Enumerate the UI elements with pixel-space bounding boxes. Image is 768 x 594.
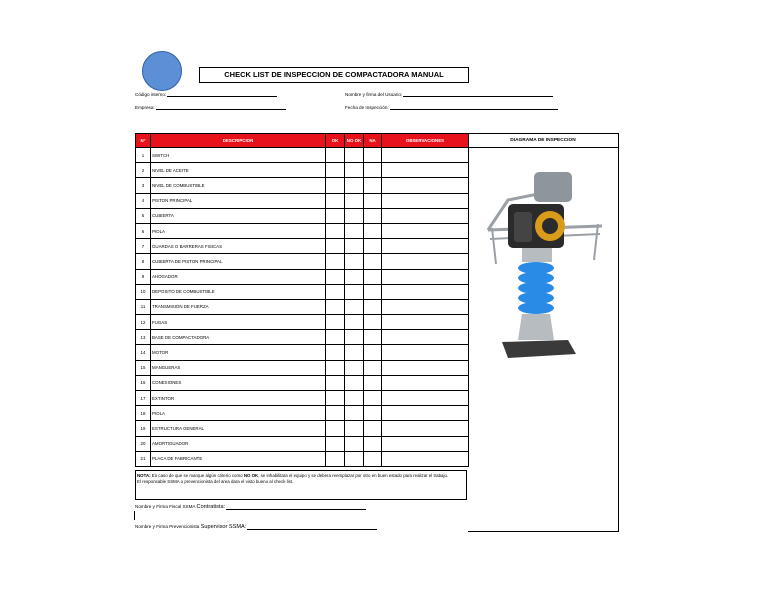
row-number: 11: [136, 299, 151, 314]
row-number: 16: [136, 375, 151, 390]
na-checkbox[interactable]: [364, 254, 382, 269]
table-row: [136, 315, 469, 330]
header-nook: NO OK: [345, 134, 364, 148]
observaciones-cell[interactable]: [382, 254, 469, 269]
observaciones-cell[interactable]: [382, 223, 469, 238]
nook-checkbox[interactable]: [345, 375, 364, 390]
row-number: 3: [136, 178, 151, 193]
table-row: [136, 299, 469, 314]
ok-checkbox[interactable]: [326, 193, 345, 208]
ok-checkbox[interactable]: [326, 148, 345, 163]
row-description: MANGUERAS: [151, 360, 326, 375]
nook-checkbox[interactable]: [345, 345, 364, 360]
na-checkbox[interactable]: [364, 421, 382, 436]
table-row: [136, 284, 469, 299]
ok-checkbox[interactable]: [326, 436, 345, 451]
na-checkbox[interactable]: [364, 391, 382, 406]
header-ok: OK: [326, 134, 345, 148]
nook-checkbox[interactable]: [345, 451, 364, 466]
na-checkbox[interactable]: [364, 284, 382, 299]
fecha-field[interactable]: [345, 104, 558, 110]
table-row: [136, 193, 469, 208]
ok-checkbox[interactable]: [326, 345, 345, 360]
page-title: CHECK LIST DE INSPECCION DE COMPACTADORA MANUAL: [199, 67, 469, 83]
nook-checkbox[interactable]: [345, 391, 364, 406]
na-checkbox[interactable]: [364, 406, 382, 421]
header-obs: OBSERVACIONES: [382, 134, 469, 148]
ok-checkbox[interactable]: [326, 315, 345, 330]
na-checkbox[interactable]: [364, 148, 382, 163]
table-row: [136, 375, 469, 390]
observaciones-cell[interactable]: [382, 299, 469, 314]
ok-checkbox[interactable]: [326, 360, 345, 375]
row-number: 1: [136, 148, 151, 163]
table-row: [136, 345, 469, 360]
ok-checkbox[interactable]: [326, 375, 345, 390]
observaciones-cell[interactable]: [382, 436, 469, 451]
observaciones-cell[interactable]: [382, 421, 469, 436]
na-checkbox[interactable]: [364, 345, 382, 360]
observaciones-cell[interactable]: [382, 178, 469, 193]
signature-supervisor[interactable]: [135, 524, 377, 530]
nook-checkbox[interactable]: [345, 299, 364, 314]
nook-checkbox[interactable]: [345, 284, 364, 299]
table-row: [136, 254, 469, 269]
ok-checkbox[interactable]: [326, 223, 345, 238]
observaciones-cell[interactable]: [382, 284, 469, 299]
nota-box: [135, 470, 467, 500]
row-number: 18: [136, 406, 151, 421]
ok-checkbox[interactable]: [326, 163, 345, 178]
diagram-bottom-line: [468, 531, 618, 532]
observaciones-cell[interactable]: [382, 148, 469, 163]
nota-label: NOTA:: [137, 473, 151, 478]
na-checkbox[interactable]: [364, 299, 382, 314]
observaciones-cell[interactable]: [382, 406, 469, 421]
nook-checkbox[interactable]: [345, 269, 364, 284]
signature-contratista[interactable]: [135, 504, 366, 510]
nook-checkbox[interactable]: [345, 239, 364, 254]
row-description: CUBIERTA: [151, 208, 326, 223]
observaciones-cell[interactable]: [382, 330, 469, 345]
table-row: [136, 391, 469, 406]
row-description: MOTOR: [151, 345, 326, 360]
header-desc: DESCRIPCION: [151, 134, 326, 148]
observaciones-cell[interactable]: [382, 375, 469, 390]
nook-checkbox[interactable]: [345, 163, 364, 178]
table-row: [136, 406, 469, 421]
row-number: 12: [136, 315, 151, 330]
ok-checkbox[interactable]: [326, 299, 345, 314]
table-row: [136, 223, 469, 238]
ok-checkbox[interactable]: [326, 178, 345, 193]
row-number: 15: [136, 360, 151, 375]
nota-nook: NO OK: [243, 473, 259, 478]
row-description: GUARDAS O BARRERAS FISICAS: [151, 239, 326, 254]
row-description: FUGAS: [151, 315, 326, 330]
row-description: CONEXIONES: [151, 375, 326, 390]
row-number: 7: [136, 239, 151, 254]
row-number: 20: [136, 436, 151, 451]
na-checkbox[interactable]: [364, 330, 382, 345]
sig1-big-label: Contratista:: [196, 504, 226, 510]
nook-checkbox[interactable]: [345, 148, 364, 163]
sig1-small-label: Nombre y Firma Fiscal SSMA: [135, 504, 196, 509]
sig2-big-label: Supervisor SSMA:: [200, 524, 247, 530]
nook-checkbox[interactable]: [345, 360, 364, 375]
nook-checkbox[interactable]: [345, 406, 364, 421]
ok-checkbox[interactable]: [326, 391, 345, 406]
nook-checkbox[interactable]: [345, 436, 364, 451]
row-description: AMORTIGUADOR: [151, 436, 326, 451]
ok-checkbox[interactable]: [326, 208, 345, 223]
codigo-label: Código interno:: [135, 92, 167, 97]
ok-checkbox[interactable]: [326, 269, 345, 284]
row-description: BASE DE COMPACTADORA: [151, 330, 326, 345]
table-row: [136, 208, 469, 223]
observaciones-cell[interactable]: [382, 451, 469, 466]
nook-checkbox[interactable]: [345, 254, 364, 269]
nook-checkbox[interactable]: [345, 315, 364, 330]
row-description: PIOLA: [151, 406, 326, 421]
observaciones-cell[interactable]: [382, 239, 469, 254]
table-row: [136, 239, 469, 254]
nook-checkbox[interactable]: [345, 330, 364, 345]
na-checkbox[interactable]: [364, 223, 382, 238]
na-checkbox[interactable]: [364, 360, 382, 375]
table-row: [136, 421, 469, 436]
row-description: NIVEL DE ACEITE: [151, 163, 326, 178]
row-description: PLACA DE FABRICANTE: [151, 451, 326, 466]
usuario-label: Nombre y firma del Usuario:: [345, 92, 403, 97]
observaciones-cell[interactable]: [382, 193, 469, 208]
row-number: 21: [136, 451, 151, 466]
row-number: 5: [136, 208, 151, 223]
header-num: N°: [136, 134, 151, 148]
company-logo: [142, 51, 182, 91]
na-checkbox[interactable]: [364, 269, 382, 284]
table-row: [136, 330, 469, 345]
row-description: TRANSMISION DE FUERZA: [151, 299, 326, 314]
row-description: AHOGADOR: [151, 269, 326, 284]
observaciones-cell[interactable]: [382, 208, 469, 223]
empresa-field[interactable]: [135, 104, 286, 110]
na-checkbox[interactable]: [364, 375, 382, 390]
nota-text-3: El responsable SSMA o prevencionista del area dara el visto bueno al check list.: [137, 478, 294, 484]
nook-checkbox[interactable]: [345, 193, 364, 208]
na-checkbox[interactable]: [364, 239, 382, 254]
na-checkbox[interactable]: [364, 163, 382, 178]
nook-checkbox[interactable]: [345, 421, 364, 436]
row-number: 17: [136, 391, 151, 406]
observaciones-cell[interactable]: [382, 360, 469, 375]
row-description: NIVEL DE COMBUSTIBLE: [151, 178, 326, 193]
row-description: CUBIERTA DE PISTON PRINCIPAL: [151, 254, 326, 269]
na-checkbox[interactable]: [364, 193, 382, 208]
na-checkbox[interactable]: [364, 315, 382, 330]
observaciones-cell[interactable]: [382, 345, 469, 360]
nota-text-1: En caso de que se marque algún criterio como: [150, 473, 244, 478]
ok-checkbox[interactable]: [326, 239, 345, 254]
row-description: DEPOSITO DE COMBUSTIBLE: [151, 284, 326, 299]
row-description: SWITCH: [151, 148, 326, 163]
diagram-title: DIAGRAMA DE INSPECCION: [468, 134, 618, 148]
row-number: 10: [136, 284, 151, 299]
table-row: [136, 148, 469, 163]
diagram-panel: [468, 133, 619, 532]
nook-checkbox[interactable]: [345, 178, 364, 193]
na-checkbox[interactable]: [364, 208, 382, 223]
row-number: 9: [136, 269, 151, 284]
nook-checkbox[interactable]: [345, 223, 364, 238]
codigo-field[interactable]: [135, 91, 277, 97]
row-description: EXTINTOR: [151, 391, 326, 406]
nook-checkbox[interactable]: [345, 208, 364, 223]
observaciones-cell[interactable]: [382, 315, 469, 330]
row-number: 8: [136, 254, 151, 269]
ok-checkbox[interactable]: [326, 451, 345, 466]
table-row: [136, 269, 469, 284]
usuario-field[interactable]: [345, 91, 553, 97]
observaciones-cell[interactable]: [382, 163, 469, 178]
table-row: [136, 436, 469, 451]
checklist-table: [135, 133, 469, 467]
row-number: 6: [136, 223, 151, 238]
sig2-small-label: Nombre y Firma Prevencionista: [135, 524, 200, 529]
ok-checkbox[interactable]: [326, 284, 345, 299]
na-checkbox[interactable]: [364, 451, 382, 466]
nota-text-2: , se inhabilitara el equipo y se debera reemplazar por otro en buen estado para realizar el trabajo.: [258, 473, 449, 478]
na-checkbox[interactable]: [364, 178, 382, 193]
row-description: PISTON PRINCIPAL: [151, 193, 326, 208]
ok-checkbox[interactable]: [326, 406, 345, 421]
table-row: [136, 451, 469, 466]
row-number: 2: [136, 163, 151, 178]
row-number: 19: [136, 421, 151, 436]
header-na: NA: [364, 134, 382, 148]
text-cursor: [134, 511, 135, 520]
table-row: [136, 163, 469, 178]
row-number: 14: [136, 345, 151, 360]
fecha-label: Fecha de Inspección:: [345, 105, 389, 110]
table-row: [136, 360, 469, 375]
row-number: 4: [136, 193, 151, 208]
table-row: [136, 178, 469, 193]
row-description: ESTRUCTURA GENERAL: [151, 421, 326, 436]
table-header-row: [136, 134, 469, 148]
observaciones-cell[interactable]: [382, 391, 469, 406]
compactor-image: [468, 164, 618, 364]
row-number: 13: [136, 330, 151, 345]
row-description: PIOLA: [151, 223, 326, 238]
ok-checkbox[interactable]: [326, 254, 345, 269]
observaciones-cell[interactable]: [382, 269, 469, 284]
empresa-label: Empresa:: [135, 105, 155, 110]
ok-checkbox[interactable]: [326, 421, 345, 436]
ok-checkbox[interactable]: [326, 330, 345, 345]
na-checkbox[interactable]: [364, 436, 382, 451]
